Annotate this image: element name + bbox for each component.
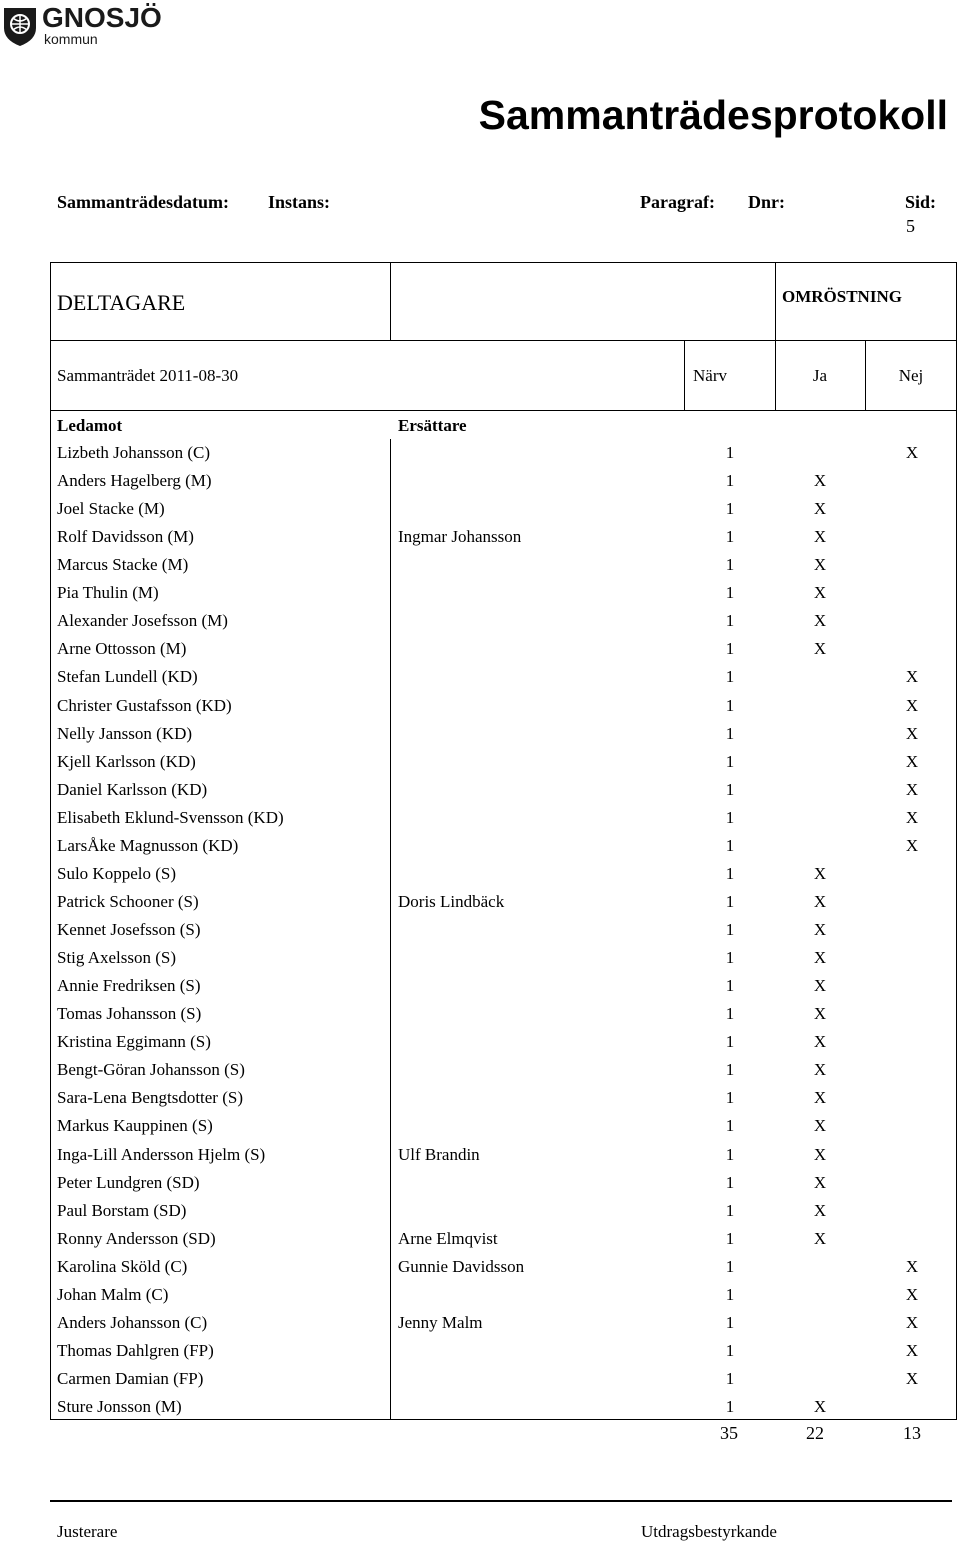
- vote-yes: X: [813, 611, 827, 630]
- member-name: Annie Fredriksen (S): [57, 976, 201, 995]
- meeting-label: Sammanträdet 2011-08-30: [57, 366, 239, 385]
- vote-no: X: [905, 808, 919, 827]
- instans-label: Instans:: [268, 192, 331, 212]
- page-title: Sammanträdesprotokoll: [478, 92, 948, 138]
- total-nej: 13: [903, 1423, 921, 1443]
- vote-no: X: [905, 1285, 919, 1304]
- member-name: Carmen Damian (FP): [57, 1369, 204, 1388]
- member-name: Alexander Josefsson (M): [57, 611, 228, 630]
- vote-yes: X: [813, 1201, 827, 1220]
- vote-no: X: [905, 667, 919, 686]
- vote-yes: X: [813, 1229, 827, 1248]
- logo-subtitle: kommun: [44, 31, 98, 47]
- member-name: Ronny Andersson (SD): [57, 1229, 216, 1248]
- member-name: Bengt-Göran Johansson (S): [57, 1060, 245, 1079]
- substitute-name: Arne Elmqvist: [398, 1229, 498, 1248]
- vote-no: X: [905, 696, 919, 715]
- presence-value: 1: [725, 1145, 735, 1164]
- member-name: Thomas Dahlgren (FP): [57, 1341, 214, 1360]
- presence-value: 1: [725, 1313, 735, 1332]
- total-narv: 35: [720, 1423, 738, 1443]
- presence-value: 1: [725, 639, 735, 658]
- presence-value: 1: [725, 1285, 735, 1304]
- presence-value: 1: [725, 1257, 735, 1276]
- logo-name: GNOSJÖ: [42, 2, 162, 33]
- vote-yes: X: [813, 920, 827, 939]
- ersattare-header: Ersättare: [398, 416, 467, 435]
- vote-yes: X: [813, 1088, 827, 1107]
- member-name: Kennet Josefsson (S): [57, 920, 201, 939]
- presence-value: 1: [725, 724, 735, 743]
- presence-value: 1: [725, 976, 735, 995]
- member-name: Joel Stacke (M): [57, 499, 165, 518]
- vote-no: X: [905, 1369, 919, 1388]
- member-name: Karolina Sköld (C): [57, 1257, 188, 1276]
- member-name: Christer Gustafsson (KD): [57, 696, 232, 715]
- vote-no: X: [905, 724, 919, 743]
- member-name: Nelly Jansson (KD): [57, 724, 193, 743]
- presence-value: 1: [725, 1116, 735, 1135]
- vote-yes: X: [813, 1032, 827, 1051]
- vote-yes: X: [813, 499, 827, 518]
- omrostning-heading: OMRÖSTNING: [782, 287, 902, 306]
- presence-value: 1: [725, 667, 735, 686]
- member-name: Peter Lundgren (SD): [57, 1173, 200, 1192]
- member-name: Kjell Karlsson (KD): [57, 752, 196, 771]
- presence-value: 1: [725, 1369, 735, 1388]
- presence-value: 1: [725, 1060, 735, 1079]
- substitute-name: Ingmar Johansson: [398, 527, 522, 546]
- sid-value: 5: [906, 216, 915, 236]
- member-name: Stig Axelsson (S): [57, 948, 177, 967]
- presence-value: 1: [725, 611, 735, 630]
- presence-value: 1: [725, 555, 735, 574]
- presence-value: 1: [725, 948, 735, 967]
- utdragsbestyrkande-label: Utdragsbestyrkande: [641, 1522, 777, 1541]
- presence-value: 1: [725, 808, 735, 827]
- vote-yes: X: [813, 892, 827, 911]
- total-ja: 22: [806, 1423, 824, 1443]
- vote-no: X: [905, 1257, 919, 1276]
- vote-yes: X: [813, 1116, 827, 1135]
- crest-icon: [2, 4, 38, 48]
- member-name: Patrick Schooner (S): [57, 892, 199, 911]
- vote-yes: X: [813, 976, 827, 995]
- meeting-date-label: Sammanträdesdatum:: [57, 192, 230, 212]
- member-name: Tomas Johansson (S): [57, 1004, 202, 1023]
- sid-label: Sid:: [905, 192, 937, 212]
- vote-yes: X: [813, 527, 827, 546]
- presence-value: 1: [725, 696, 735, 715]
- member-name: Kristina Eggimann (S): [57, 1032, 211, 1051]
- presence-value: 1: [725, 1088, 735, 1107]
- presence-value: 1: [725, 1173, 735, 1192]
- presence-value: 1: [725, 836, 735, 855]
- substitute-name: Doris Lindbäck: [398, 892, 505, 911]
- presence-value: 1: [725, 780, 735, 799]
- member-name: Marcus Stacke (M): [57, 555, 189, 574]
- vote-no: X: [905, 1341, 919, 1360]
- presence-value: 1: [725, 1201, 735, 1220]
- member-name: Sulo Koppelo (S): [57, 864, 176, 883]
- member-name: Pia Thulin (M): [57, 583, 159, 602]
- presence-value: 1: [725, 1032, 735, 1051]
- presence-value: 1: [725, 1004, 735, 1023]
- member-name: Sara-Lena Bengtsdotter (S): [57, 1088, 243, 1107]
- deltagare-heading: DELTAGARE: [57, 290, 186, 315]
- presence-value: 1: [725, 443, 735, 462]
- vote-yes: X: [813, 471, 827, 490]
- narv-header: Närv: [693, 366, 727, 385]
- member-name: Johan Malm (C): [57, 1285, 169, 1304]
- member-name: LarsÅke Magnusson (KD): [57, 836, 239, 855]
- vote-yes: X: [813, 583, 827, 602]
- vote-no: X: [905, 836, 919, 855]
- vote-yes: X: [813, 1004, 827, 1023]
- member-name: Paul Borstam (SD): [57, 1201, 187, 1220]
- ledamot-header: Ledamot: [57, 416, 123, 435]
- member-name: Inga-Lill Andersson Hjelm (S): [57, 1145, 266, 1164]
- presence-value: 1: [725, 499, 735, 518]
- member-name: Arne Ottosson (M): [57, 639, 187, 658]
- municipality-logo: [2, 4, 177, 48]
- presence-value: 1: [725, 1397, 735, 1416]
- member-name: Anders Johansson (C): [57, 1313, 208, 1332]
- substitute-name: Ulf Brandin: [398, 1145, 480, 1164]
- member-name: Markus Kauppinen (S): [57, 1116, 213, 1135]
- vote-no: X: [905, 780, 919, 799]
- vote-yes: X: [813, 555, 827, 574]
- vote-yes: X: [813, 948, 827, 967]
- presence-value: 1: [725, 583, 735, 602]
- member-name: Elisabeth Eklund-Svensson (KD): [57, 808, 284, 827]
- vote-no: X: [905, 443, 919, 462]
- presence-value: 1: [725, 892, 735, 911]
- vote-yes: X: [813, 1397, 827, 1416]
- presence-value: 1: [725, 1229, 735, 1248]
- member-name: Sture Jonsson (M): [57, 1397, 182, 1416]
- substitute-name: Gunnie Davidsson: [398, 1257, 525, 1276]
- vote-no: X: [905, 752, 919, 771]
- substitute-name: Jenny Malm: [398, 1313, 483, 1332]
- vote-yes: X: [813, 864, 827, 883]
- member-name: Lizbeth Johansson (C): [57, 443, 210, 462]
- ja-header: Ja: [812, 366, 828, 385]
- vote-yes: X: [813, 639, 827, 658]
- presence-value: 1: [725, 527, 735, 546]
- presence-value: 1: [725, 920, 735, 939]
- presence-value: 1: [725, 471, 735, 490]
- paragraf-label: Paragraf:: [640, 192, 715, 212]
- member-name: Daniel Karlsson (KD): [57, 780, 208, 799]
- member-name: Anders Hagelberg (M): [57, 471, 212, 490]
- member-name: Stefan Lundell (KD): [57, 667, 198, 686]
- presence-value: 1: [725, 752, 735, 771]
- vote-yes: X: [813, 1145, 827, 1164]
- vote-yes: X: [813, 1060, 827, 1079]
- vote-no: X: [905, 1313, 919, 1332]
- presence-value: 1: [725, 864, 735, 883]
- justerare-label: Justerare: [57, 1522, 118, 1541]
- member-name: Rolf Davidsson (M): [57, 527, 194, 546]
- presence-value: 1: [725, 1341, 735, 1360]
- nej-header: Nej: [898, 366, 924, 385]
- dnr-label: Dnr:: [748, 192, 785, 212]
- vote-yes: X: [813, 1173, 827, 1192]
